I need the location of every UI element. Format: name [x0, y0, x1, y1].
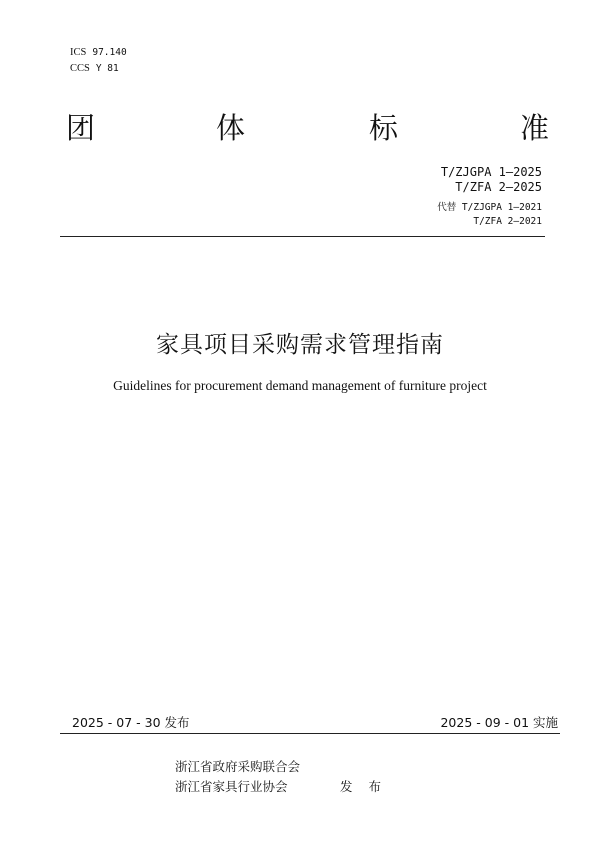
banner-char-2: 体	[216, 111, 246, 145]
publish-label: 发 布	[340, 779, 387, 794]
publisher-org-2: 浙江省家具行业协会	[175, 779, 288, 794]
footer-divider	[60, 733, 560, 734]
document-title-en: Guidelines for procurement demand management of furniture project	[113, 378, 487, 393]
banner-char-4: 准	[520, 111, 550, 145]
banner-char-1: 团	[66, 111, 96, 145]
ics-classification	[70, 47, 127, 58]
ics-label: ICS	[70, 47, 87, 58]
replaces-standard-1: 代替 T/ZJGPA 1—2021	[437, 202, 542, 213]
header-divider	[60, 236, 545, 237]
effective-date: 2025 - 09 - 01 实施	[440, 715, 558, 730]
ics-code: 97.140	[92, 47, 127, 58]
publisher-org-1: 浙江省政府采购联合会	[175, 759, 301, 774]
ccs-label: CCS	[70, 63, 90, 74]
standard-number-secondary: T/ZFA 2—2025	[455, 180, 542, 194]
replaces-standard-2: T/ZFA 2—2021	[473, 216, 542, 227]
ccs-classification	[70, 63, 119, 74]
document-title-zh: 家具项目采购需求管理指南	[156, 332, 444, 358]
publish-date: 2025 - 07 - 30 发布	[72, 715, 190, 730]
banner-char-3: 标	[369, 111, 399, 145]
standard-number-primary: T/ZJGPA 1—2025	[440, 165, 542, 179]
ccs-code: Y 81	[95, 63, 119, 74]
